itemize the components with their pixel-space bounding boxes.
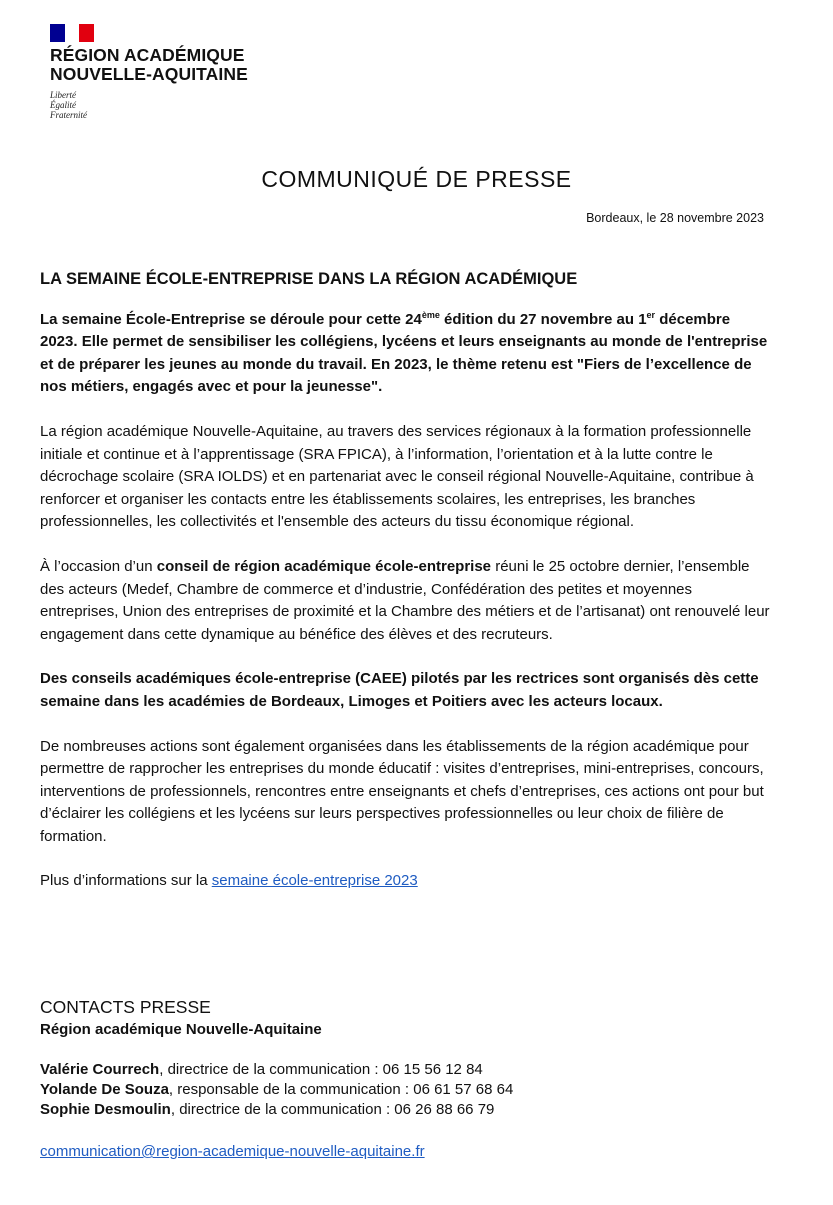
contacts-title: CONTACTS PRESSE — [40, 997, 211, 1017]
more-info — [40, 870, 770, 893]
motto-liberte: Liberté — [50, 90, 76, 100]
article-title: LA SEMAINE ÉCOLE-ENTREPRISE DANS LA RÉGION ACADÉMIQUE — [40, 270, 578, 288]
contacts-organization: Région académique Nouvelle-Aquitaine — [40, 1021, 322, 1038]
republic-motto — [50, 90, 248, 120]
marianne-flag-icon — [50, 24, 94, 42]
motto-fraternite: Fraternité — [50, 110, 87, 120]
logo-line-1: RÉGION ACADÉMIQUE — [50, 45, 245, 65]
contact-role: , responsable de la communication : 06 61 57 68 64 — [168, 1081, 514, 1098]
paragraph-actions: De nombreuses actions sont également organisées dans les établissements de la région académique pour permettre de rapprocher les entreprises du monde éducatif : visites d’entreprises, mini-entreprises, concours, interventions de professionnels, rencontres entre enseignants et chefs d’entreprises, ces actions ont pour but d’éclairer les collégiens et les lycéens sur leurs perspectives professionnelles ou leur choix de filière de formation. — [40, 737, 764, 845]
contact-name: Sophie Desmoulin — [40, 1101, 171, 1118]
paragraph-council-bold: conseil de région académique école-entreprise — [156, 557, 492, 575]
lead-superscript-2: er — [646, 309, 656, 320]
logo-title — [50, 46, 248, 84]
page-headline: COMMUNIQUÉ DE PRESSE — [261, 166, 572, 192]
more-info-text: Plus d’informations sur la — [40, 872, 212, 890]
dateline: Bordeaux, le 28 novembre 2023 — [586, 211, 764, 225]
paragraph-council-pre: À l’occasion d’un — [40, 557, 157, 575]
article-body — [40, 268, 770, 915]
paragraph-council-post: réuni le 25 octobre dernier, l’ensemble des acteurs (Medef, Chambre de commerce et d’industrie, Confédération des petites et moyennes entreprises, Union des entreprises de proximité et la Chambre des métiers et de l’artisanat) ont renouvelé leur engagement dans cette dynamique au bénéfice des élèves et des recruteurs. — [40, 557, 770, 643]
contact-name: Valérie Courrech — [40, 1061, 160, 1078]
paragraph-region-services: La région académique Nouvelle-Aquitaine, au travers des services régionaux à la formation professionnelle initiale et continue et à l’apprentissage (SRA FPICA), à l’information, l’orientation et à la lutte contre le décrochage scolaire (SRA IOLDS) et en partenariat avec le conseil régional Nouvelle-Aquitaine, contribue à renforcer et organiser les contacts entre les établissements scolaires, les entreprises, les branches professionnelles, les collectivités et l'ensemble des acteurs du tissu économique régional. — [40, 422, 754, 531]
semaine-ecole-entreprise-link[interactable]: semaine école-entreprise 2023 — [211, 872, 418, 890]
paragraph-council — [40, 556, 770, 646]
motto-egalite: Égalité — [50, 100, 76, 110]
logo-line-2: NOUVELLE-AQUITAINE — [50, 64, 248, 84]
contact-name: Yolande De Souza — [40, 1081, 169, 1098]
lead-paragraph — [40, 309, 770, 399]
region-academique-logo — [50, 24, 248, 120]
lead-part-1: La semaine École-Entreprise se déroule pour cette 24 — [40, 310, 422, 328]
lead-superscript-1: ème — [421, 309, 440, 320]
contact-email-link[interactable]: communication@region-academique-nouvelle-aquitaine.fr — [40, 1143, 425, 1160]
lead-part-3: décembre 2023. Elle permet de sensibiliser les collégiens, lycéens et leurs enseignants au monde de l'entreprise et de préparer les jeunes au monde du travail. En 2023, le thème retenu est "Fiers de l’excellence de nos métiers, engagés avec et pour la jeunesse". — [40, 310, 768, 396]
lead-part-2: édition du 27 novembre au 1 — [439, 310, 647, 328]
contact-row — [40, 1060, 770, 1080]
contact-role: , directrice de la communication : 06 26 88 66 79 — [170, 1101, 495, 1118]
contact-role: , directrice de la communication : 06 15 56 12 84 — [159, 1061, 483, 1078]
press-contacts — [40, 997, 770, 1162]
contact-row — [40, 1100, 770, 1120]
contact-row — [40, 1080, 770, 1100]
paragraph-caee: Des conseils académiques école-entreprise (CAEE) pilotés par les rectrices sont organisés dès cette semaine dans les académies de Bordeaux, Limoges et Poitiers avec les acteurs locaux. — [40, 670, 759, 710]
